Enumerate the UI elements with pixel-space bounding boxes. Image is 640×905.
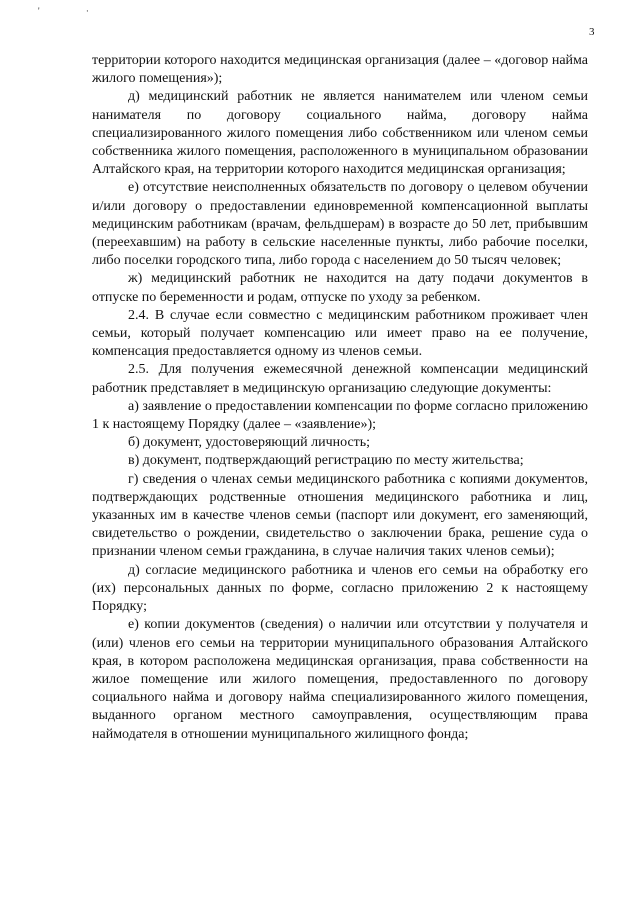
paragraph-continuation: территории которого находится медицинская организация (далее – «договор найма жилого помещения»); [92, 53, 588, 87]
paragraph-item-d: д) медицинский работник не является нанимателем или членом семьи нанимателя по договору социального найма, договору найма специализированного жилого помещения либо собственником или членом семьи собственника жилого помещения, расположенного в муниципальном образовании Алтайского края, на территории которого находится медицинская организация; [92, 89, 588, 178]
corner-marks: ' · [38, 6, 111, 16]
page-number: 3 [589, 26, 595, 38]
paragraph-item-zh: ж) медицинский работник не находится на дату подачи документов в отпуске по беременности и родам, отпуске по уходу за ребенком. [92, 271, 588, 305]
paragraph-item-d2: д) согласие медицинского работника и членов его семьи на обработку его (их) персональных данных по форме, согласно приложению 2 к настоящему Порядку; [92, 562, 588, 615]
document-body [92, 52, 588, 744]
paragraph-item-g: г) сведения о членах семьи медицинского работника с копиями документов, подтверждающих родственные отношения медицинского работника и лиц, указанных им в качестве членов семьи (паспорт или документ, его заменяющий, свидетельство о рождении, свидетельство о заключении брака, решение суда о признании членом семьи гражданина, в случае наличия таких членов семьи); [92, 471, 588, 560]
paragraph-item-e: е) отсутствие неисполненных обязательств по договору о целевом обучении и/или договору о предоставлении единовременной компенсационной выплаты медицинским работникам (врачам, фельдшерам) в возрасте до 50 лет, прибывшим (переехавшим) на работу в сельские населенные пункты, либо рабочие поселки, либо поселки городского типа, либо города с населением до 50 тысяч человек; [92, 180, 588, 269]
paragraph-2-5: 2.5. Для получения ежемесячной денежной компенсации медицинский работник представляет в медицинскую организацию следующие документы: [92, 362, 588, 396]
paragraph-2-4: 2.4. В случае если совместно с медицинским работником проживает член семьи, который получает компенсацию или имеет право на ее получение, компенсация предоставляется одному из членов семьи. [92, 307, 588, 360]
paragraph-item-a: а) заявление о предоставлении компенсации по форме согласно приложению 1 к настоящему Порядку (далее – «заявление»); [92, 398, 588, 433]
paragraph-item-b: б) документ, удостоверяющий личность; [128, 435, 371, 451]
paragraph-item-v: в) документ, подтверждающий регистрацию по месту жительства; [128, 453, 524, 469]
paragraph-item-e2: е) копии документов (сведения) о наличии или отсутствии у получателя и (или) членов его семьи на территории муниципального образования Алтайского края, в котором расположена медицинская организация, права собственности на жилое помещение или жилого помещения, предоставленного по договору социального найма и договору найма специализированного жилого помещения, выданного органом местного самоуправления, осуществляющим права наймодателя в отношении муниципального жилищного фонда; [92, 617, 588, 742]
